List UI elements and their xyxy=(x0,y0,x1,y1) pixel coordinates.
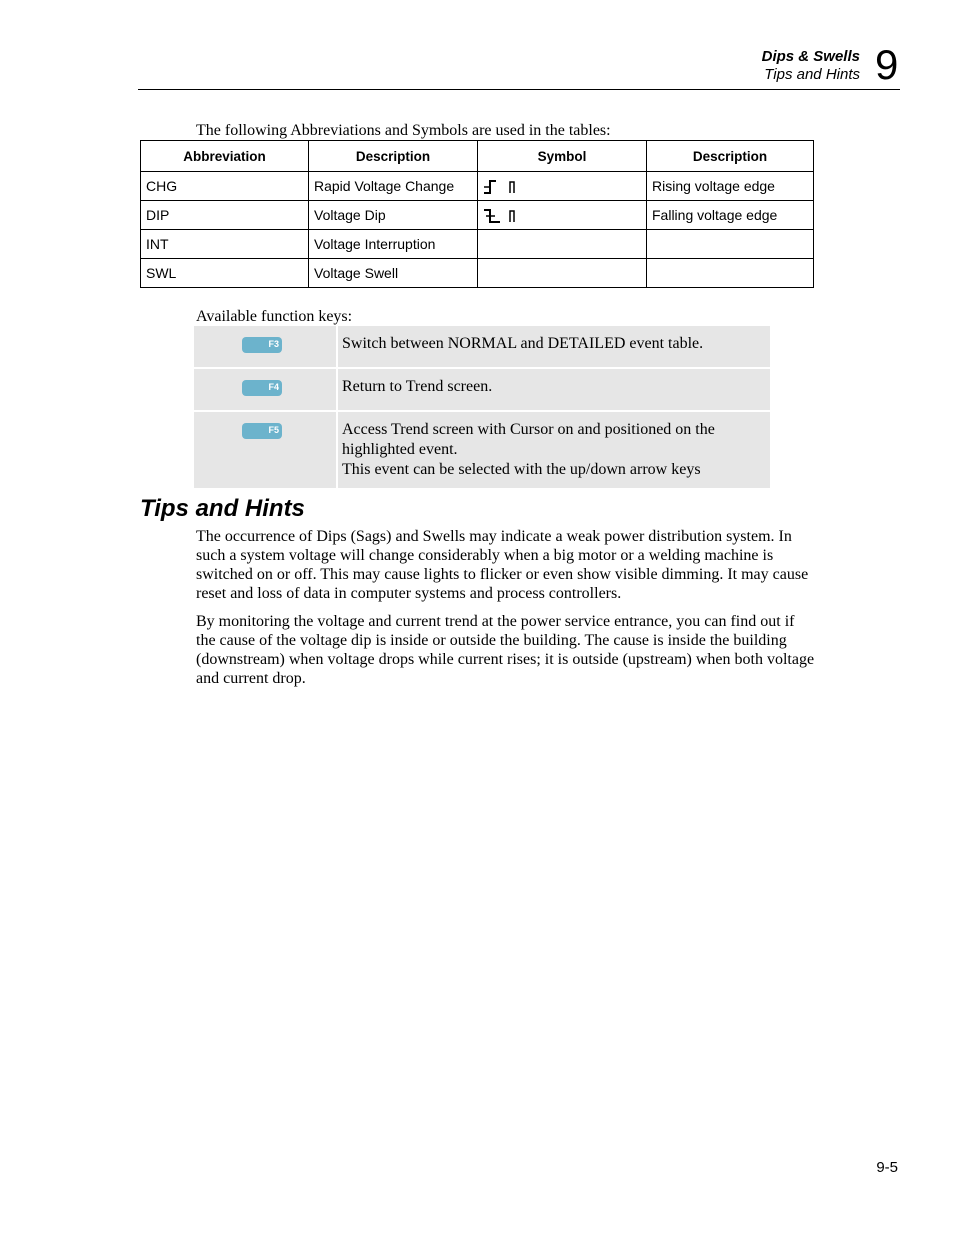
key-cell xyxy=(194,367,338,410)
symbol-cell xyxy=(478,201,647,230)
f3-key-label: F3 xyxy=(268,339,279,349)
key-description xyxy=(338,410,770,488)
function-key-row xyxy=(194,410,770,488)
falling-edge-icon xyxy=(483,208,519,224)
key-description-line: This event can be selected with the up/down arrow keys xyxy=(342,461,701,478)
table-row xyxy=(141,172,814,201)
function-keys-table xyxy=(194,326,770,488)
running-header xyxy=(762,48,860,84)
function-keys-label: Available function keys: xyxy=(196,308,353,325)
section-title: Tips and Hints xyxy=(140,495,305,522)
page-number: 9-5 xyxy=(876,1159,898,1176)
f3-key-icon xyxy=(242,337,282,353)
table-header-row xyxy=(141,141,814,172)
key-description-line: Access Trend screen with Cursor on and positioned on the xyxy=(342,421,715,438)
column-header-description: Description xyxy=(309,141,478,172)
table-row xyxy=(141,259,814,288)
symbol-description-cell xyxy=(647,259,814,288)
description-cell: Rapid Voltage Change xyxy=(309,172,478,201)
header-divider xyxy=(138,89,900,90)
symbol-cell xyxy=(478,259,647,288)
key-description-line: Return to Trend screen. xyxy=(342,378,493,395)
symbol-cell xyxy=(478,230,647,259)
column-header-abbreviation: Abbreviation xyxy=(141,141,309,172)
key-description xyxy=(338,367,770,410)
function-key-row xyxy=(194,367,770,410)
symbol-description-cell xyxy=(647,230,814,259)
f5-key-label: F5 xyxy=(268,425,279,435)
key-description-line: highlighted event. xyxy=(342,441,458,458)
f4-key-label: F4 xyxy=(268,382,279,392)
description-cell: Voltage Interruption xyxy=(309,230,478,259)
body-paragraph: By monitoring the voltage and current trend at the power service entrance, you can find out if the cause of the voltage dip is inside or outside the building. The cause is inside the building (downstream) when voltage drops while current rises; it is outside (upstream) when both voltage and current drop. xyxy=(196,613,815,687)
description-cell: Voltage Dip xyxy=(309,201,478,230)
intro-text: The following Abbreviations and Symbols are used in the tables: xyxy=(196,122,611,139)
symbol-description-cell: Falling voltage edge xyxy=(647,201,814,230)
header-title: Dips & Swells xyxy=(761,48,860,65)
abbreviations-table xyxy=(140,140,814,288)
abbreviation-cell: SWL xyxy=(141,259,309,288)
header-subtitle: Tips and Hints xyxy=(764,66,860,83)
description-cell: Voltage Swell xyxy=(309,259,478,288)
function-key-row xyxy=(194,326,770,367)
key-cell xyxy=(194,410,338,488)
symbol-cell xyxy=(478,172,647,201)
body-paragraph: The occurrence of Dips (Sags) and Swells may indicate a weak power distribution system. In such a system voltage will change considerably when a big motor or a welding machine is switched on or off. This may cause lights to flicker or even show visible dimming. It may cause reset and loss of data in computer systems and process controllers. xyxy=(196,528,809,602)
f4-key-icon xyxy=(242,380,282,396)
rising-edge-icon xyxy=(483,179,519,195)
key-cell xyxy=(194,326,338,367)
table-row xyxy=(141,201,814,230)
column-header-symbol-description: Description xyxy=(647,141,814,172)
f5-key-icon xyxy=(242,423,282,439)
abbreviation-cell: DIP xyxy=(141,201,309,230)
key-description xyxy=(338,326,770,367)
abbreviation-cell: INT xyxy=(141,230,309,259)
abbreviation-cell: CHG xyxy=(141,172,309,201)
table-row xyxy=(141,230,814,259)
key-description-line: Switch between NORMAL and DETAILED event table. xyxy=(342,335,704,352)
symbol-description-cell: Rising voltage edge xyxy=(647,172,814,201)
column-header-symbol: Symbol xyxy=(478,141,647,172)
chapter-number: 9 xyxy=(875,41,899,88)
